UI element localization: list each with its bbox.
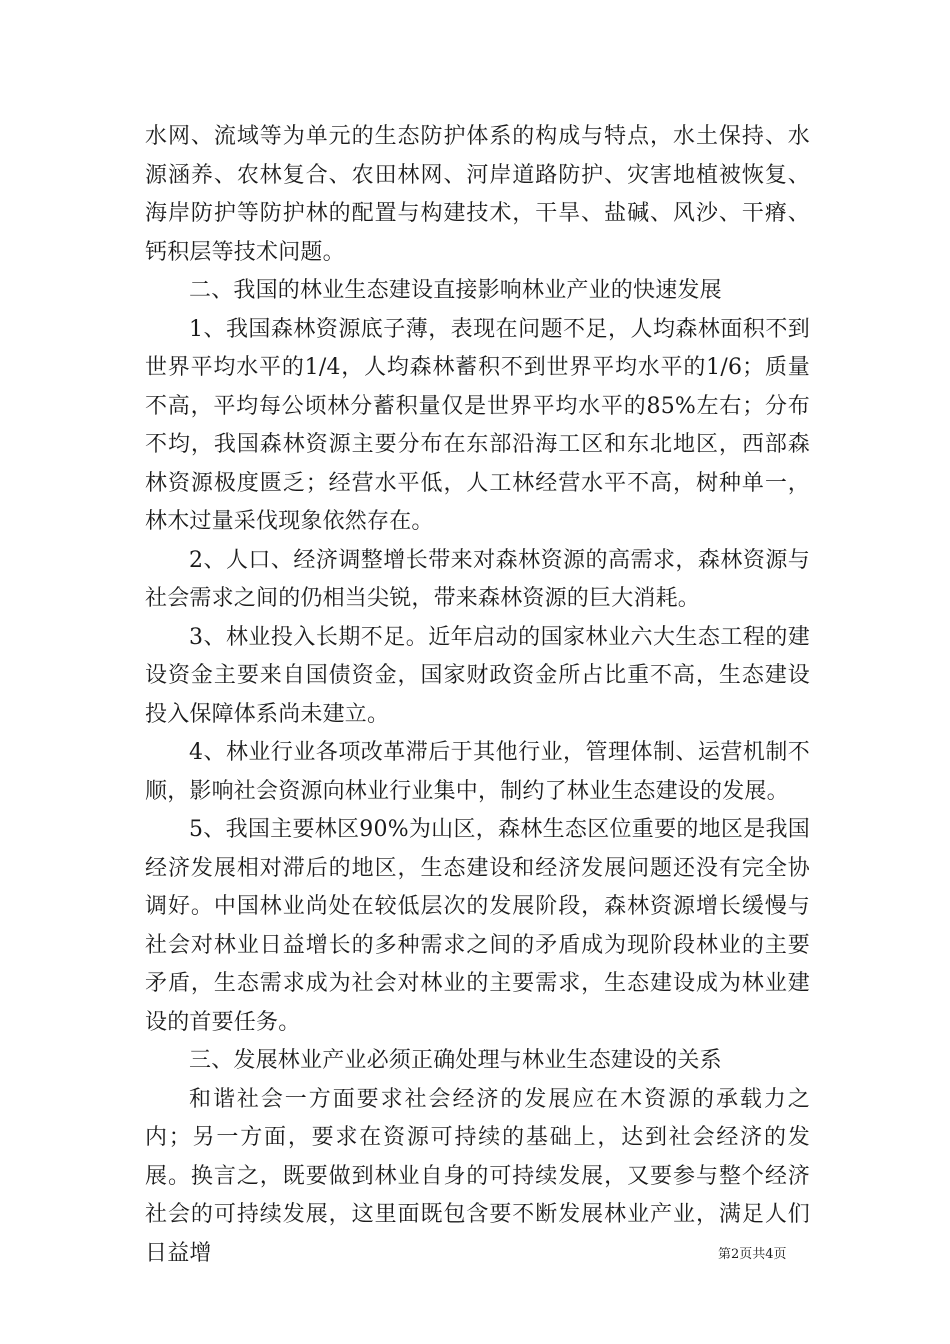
- section-heading-2: 二、我国的林业生态建设直接影响林业产业的快速发展: [189, 278, 722, 303]
- paragraph-item-5: 5、我国主要林区90%为山区，森林生态区位重要的地区是我国经济发展相对滞后的地区，生态建设和经济发展问题还没有完全协调好。中国林业尚处在较低层次的发展阶段，森林资源增长缓慢与社会对林业日益增长的多种需求之间的矛盾成为现阶段林业的主要矛盾，生态需求成为社会对林业的主要需求，生态建设成为林业建设的首要任务。: [145, 817, 810, 1035]
- section-heading-3: 三、发展林业产业必须正确处理与林业生态建设的关系: [189, 1048, 722, 1073]
- paragraph-item-1: 1、我国森林资源底子薄，表现在问题不足，人均森林面积不到世界平均水平的1/4，人均森林蓄积不到世界平均水平的1/6；质量不高，平均每公顷林分蓄积量仅是世界平均水平的85%左右；分布不均，我国森林资源主要分布在东部沿海工区和东北地区，西部森林资源极度匮乏；经营水平低，人工林经营水平不高，树种单一，林木过量采伐现象依然存在。: [145, 316, 810, 534]
- document-body: [145, 118, 810, 1273]
- paragraph-item-4: 4、林业行业各项改革滞后于其他行业，管理体制、运营机制不顺，影响社会资源向林业行业集中，制约了林业生态建设的发展。: [145, 740, 810, 804]
- paragraph-harmony: 和谐社会一方面要求社会经济的发展应在木资源的承载力之内；另一方面，要求在资源可持续的基础上，达到社会经济的发展。换言之，既要做到林业自身的可持续发展，又要参与整个经济社会的可持续发展，这里面既包含要不断发展林业产业，满足人们日益增: [145, 1086, 810, 1266]
- paragraph-item-2: 2、人口、经济调整增长带来对森林资源的高需求，森林资源与社会需求之间的仍相当尖锐，带来森林资源的巨大消耗。: [145, 547, 810, 611]
- paragraph-1: 水网、流域等为单元的生态防护体系的构成与特点，水土保持、水源涵养、农林复合、农田林网、河岸道路防护、灾害地植被恢复、海岸防护等防护林的配置与构建技术，干旱、盐碱、风沙、干瘠、钙积层等技术问题。: [145, 124, 810, 265]
- paragraph-item-3: 3、林业投入长期不足。近年启动的国家林业六大生态工程的建设资金主要来自国债资金，国家财政资金所占比重不高，生态建设投入保障体系尚未建立。: [145, 624, 810, 727]
- page-number-footer: 第2页共4页: [718, 1247, 787, 1262]
